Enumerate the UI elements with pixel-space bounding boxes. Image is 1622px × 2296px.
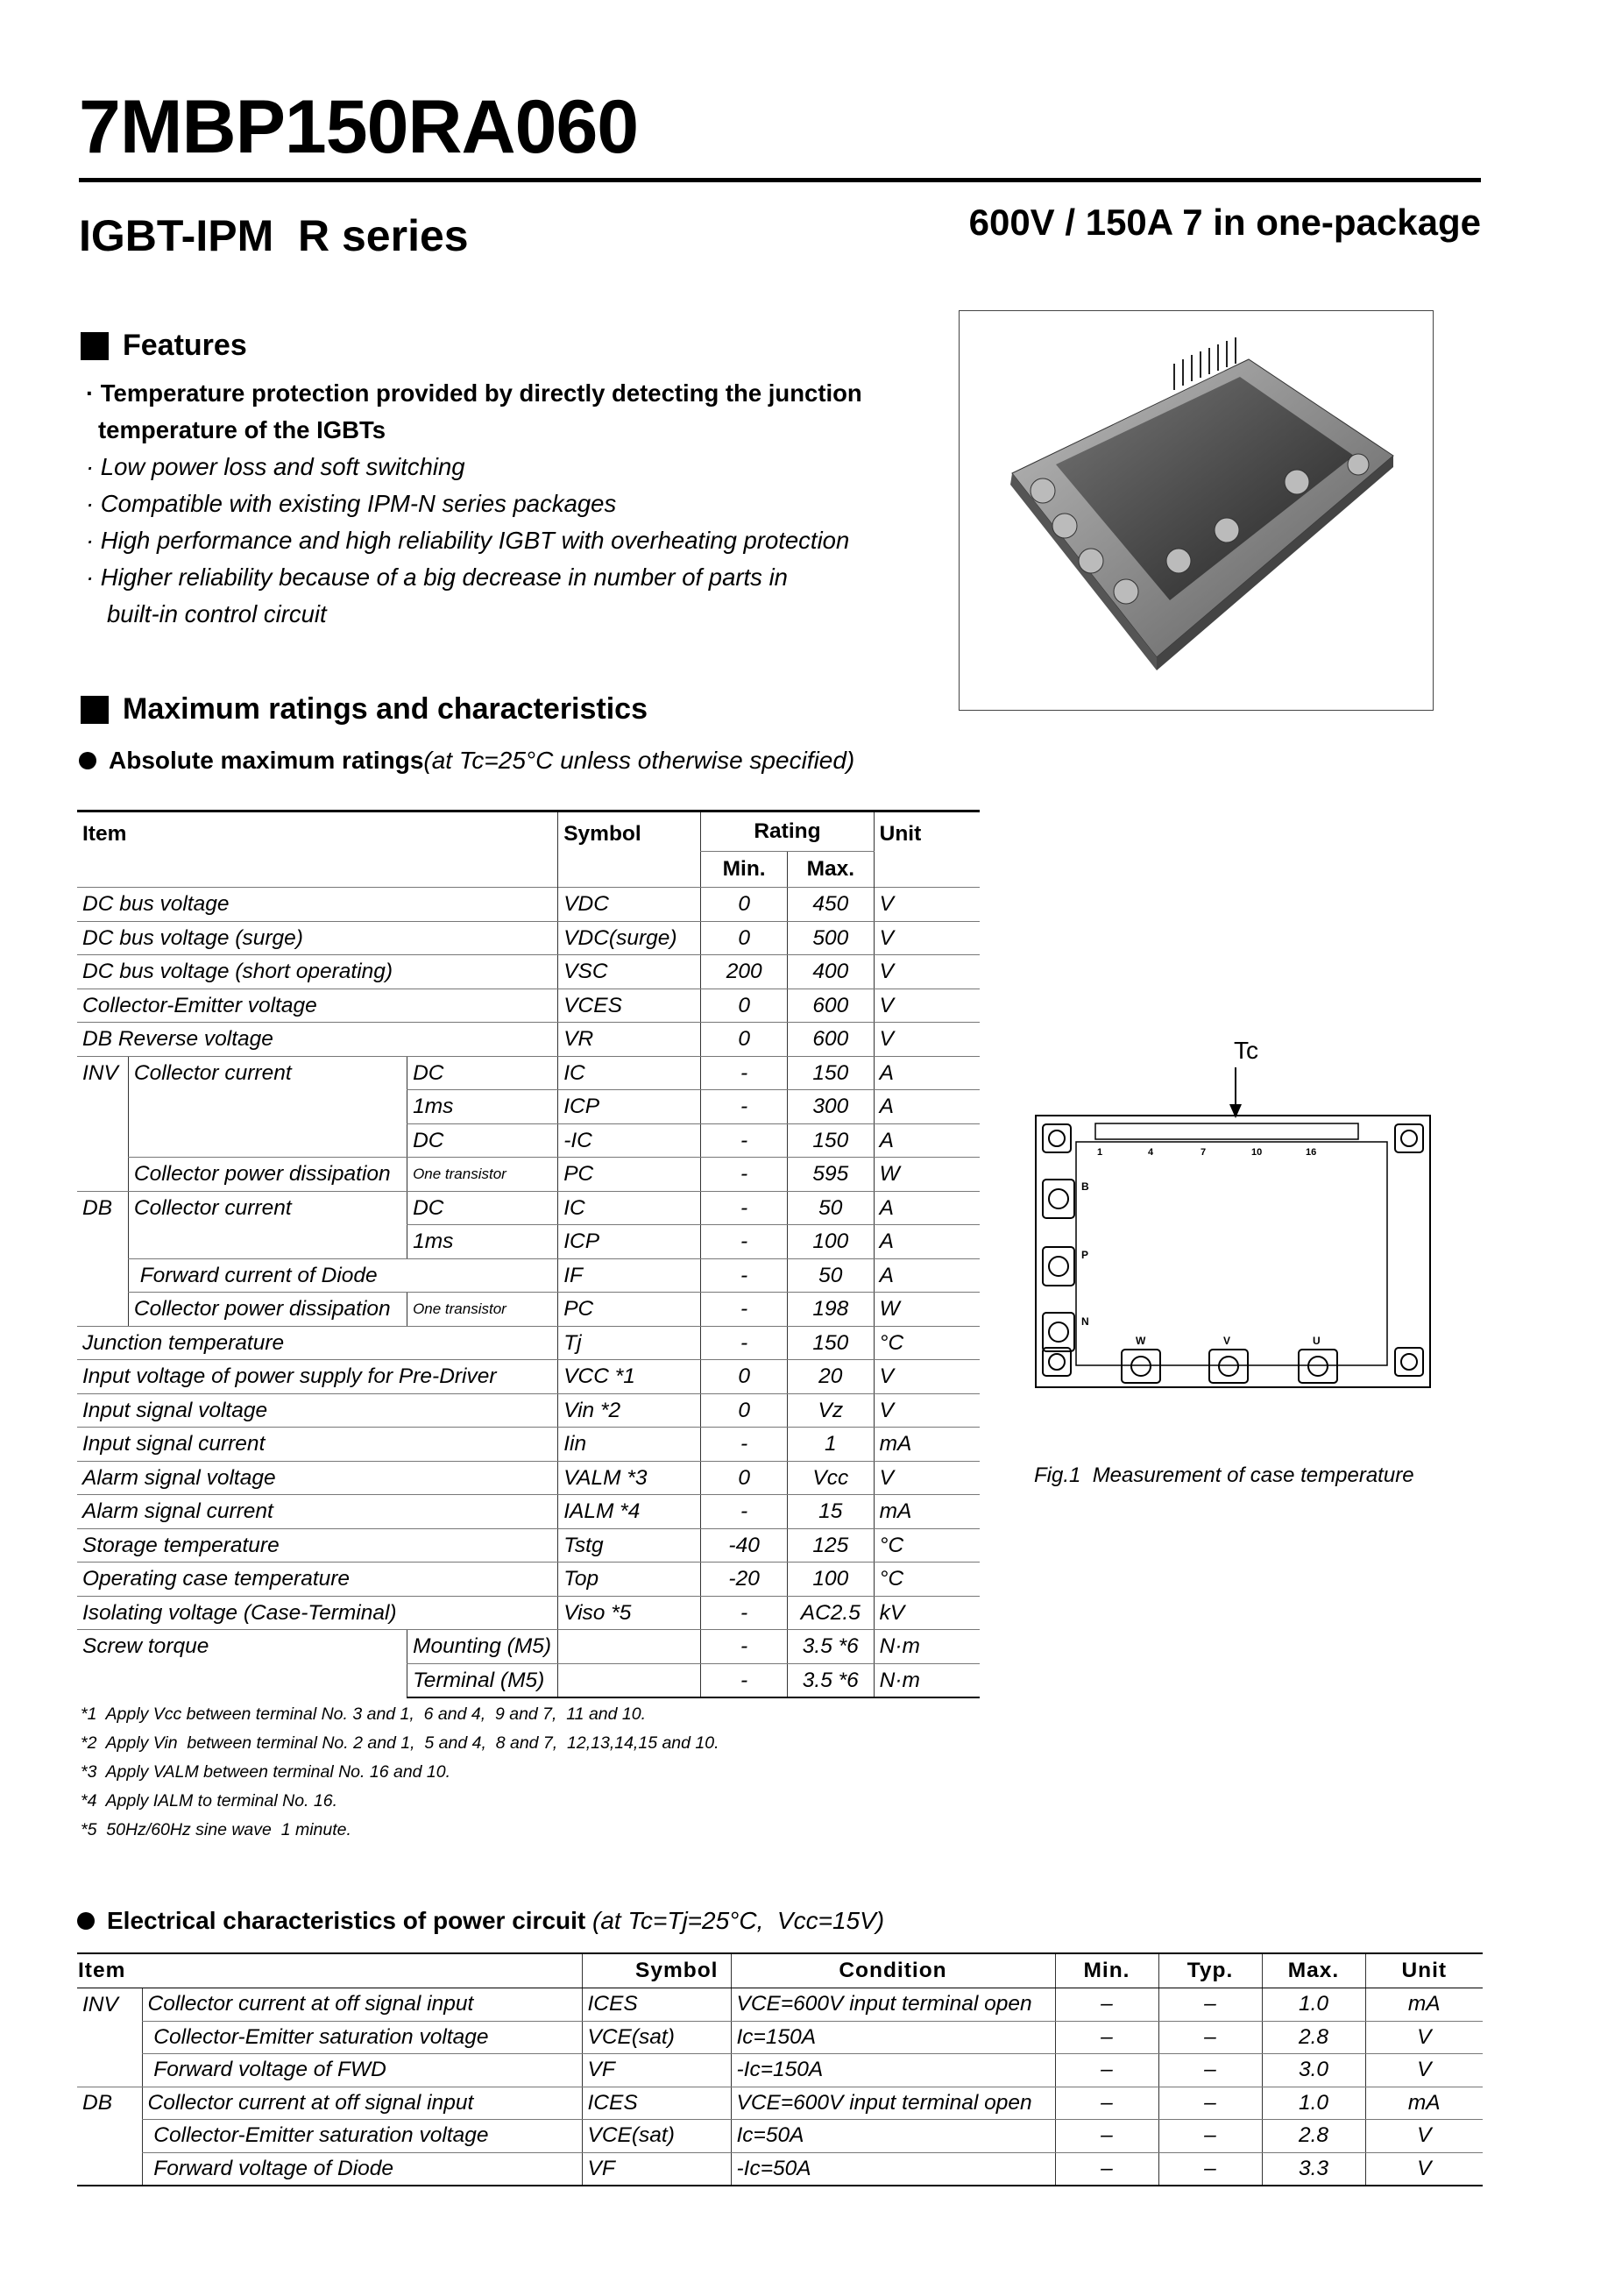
row-min: 0 — [701, 888, 788, 922]
table-row — [77, 1528, 980, 1563]
row-min: - — [701, 1293, 788, 1327]
row-max: Vcc — [787, 1461, 874, 1495]
row-min: 0 — [701, 1393, 788, 1428]
row-cond: DC — [407, 1191, 558, 1225]
row-item: Forward voltage of FWD — [142, 2054, 582, 2087]
table-row — [77, 1428, 980, 1462]
row-unit: mA — [1365, 2087, 1483, 2120]
row-max: AC2.5 — [787, 1596, 874, 1630]
row-group: INV — [82, 1992, 118, 2016]
row-group: INV — [82, 1060, 118, 1085]
features-list — [86, 375, 862, 633]
row-max: 150 — [787, 1056, 874, 1090]
table-row — [77, 1293, 980, 1327]
table-row — [77, 1393, 980, 1428]
row-min: 0 — [701, 1461, 788, 1495]
table-row — [77, 1158, 980, 1192]
row-max: 1 — [787, 1428, 874, 1462]
row-symbol: VR — [558, 1023, 701, 1057]
table-row — [77, 1988, 1483, 2022]
row-max: 2.8 — [1262, 2120, 1365, 2153]
row-symbol: Tj — [558, 1326, 701, 1360]
row-min: 0 — [701, 1360, 788, 1394]
row-symbol: VF — [582, 2054, 731, 2087]
table-row — [77, 1090, 980, 1124]
col-header-max: Max. — [787, 852, 874, 888]
terminal-label: U — [1313, 1335, 1321, 1347]
col-header-min: Min. — [701, 852, 788, 888]
table-row — [77, 1461, 980, 1495]
row-symbol: ICP — [558, 1090, 701, 1124]
row-max: 150 — [787, 1326, 874, 1360]
electrical-title: Electrical characteristics of power circuit — [107, 1907, 586, 1934]
case-temperature-figure — [1016, 1032, 1472, 1453]
row-unit: V — [1365, 2021, 1483, 2054]
row-min: - — [701, 1663, 788, 1697]
table-row — [77, 989, 980, 1023]
table-row — [77, 1360, 980, 1394]
row-item: Collector current — [128, 1056, 407, 1090]
feature-item: built-in control circuit — [107, 600, 327, 627]
row-unit: V — [874, 955, 980, 989]
row-item: DC bus voltage — [77, 888, 558, 922]
row-symbol: VALM *3 — [558, 1461, 701, 1495]
row-min: - — [701, 1326, 788, 1360]
feature-item: · Compatible with existing IPM-N series packages — [86, 490, 617, 517]
row-item: Collector current at off signal input — [142, 2087, 582, 2120]
feature-item: · Higher reliability because of a big decrease in number of parts in — [86, 563, 788, 591]
max-ratings-heading — [81, 692, 648, 726]
pin-number: 4 — [1148, 1147, 1154, 1158]
row-max: Vz — [787, 1393, 874, 1428]
row-unit: mA — [874, 1495, 980, 1529]
module-inner-outline — [1076, 1142, 1387, 1365]
pin-number: 1 — [1097, 1147, 1103, 1158]
table-row — [77, 2120, 1483, 2153]
row-min: 0 — [701, 989, 788, 1023]
row-unit: A — [874, 1090, 980, 1124]
row-unit: mA — [874, 1428, 980, 1462]
table-row — [77, 1056, 980, 1090]
pin-number: 16 — [1306, 1147, 1317, 1158]
table-row — [77, 2087, 1483, 2120]
col-header-unit: Unit — [1365, 1953, 1483, 1988]
table-row — [77, 921, 980, 955]
row-item: Collector power dissipation — [128, 1158, 407, 1192]
row-symbol: PC — [558, 1158, 701, 1192]
row-item: Isolating voltage (Case-Terminal) — [77, 1596, 558, 1630]
abs-max-subheading — [79, 747, 854, 775]
row-unit: A — [874, 1225, 980, 1259]
table-row — [77, 955, 980, 989]
row-max: 150 — [787, 1123, 874, 1158]
row-symbol: Vin *2 — [558, 1393, 701, 1428]
table-row — [77, 888, 980, 922]
row-symbol: VCE(sat) — [582, 2120, 731, 2153]
row-min: 0 — [701, 1023, 788, 1057]
pin-number: 10 — [1251, 1147, 1263, 1158]
row-min: 200 — [701, 955, 788, 989]
series-subtitle: IGBT-IPM R series — [79, 211, 469, 260]
row-symbol: IC — [558, 1191, 701, 1225]
row-symbol: VSC — [558, 955, 701, 989]
col-header-min: Min. — [1055, 1953, 1158, 1988]
row-cond: One transistor — [407, 1158, 558, 1192]
features-heading — [81, 329, 247, 363]
row-symbol: Top — [558, 1563, 701, 1597]
figure-caption: Fig.1 Measurement of case temperature — [1034, 1463, 1414, 1487]
footnote: *5 50Hz/60Hz sine wave 1 minute. — [81, 1820, 351, 1839]
col-header-item: Item — [77, 1953, 582, 1988]
row-min: -20 — [701, 1563, 788, 1597]
row-item: Collector-Emitter saturation voltage — [142, 2120, 582, 2153]
row-min: - — [701, 1090, 788, 1124]
row-item: Alarm signal voltage — [77, 1461, 558, 1495]
row-item: Input signal current — [77, 1428, 558, 1462]
left-terminals — [1043, 1180, 1074, 1351]
row-item: DC bus voltage (short operating) — [77, 955, 558, 989]
row-max: 300 — [787, 1090, 874, 1124]
row-typ: – — [1158, 2087, 1262, 2120]
feature-item: temperature of the IGBTs — [98, 416, 386, 443]
row-max: 20 — [787, 1360, 874, 1394]
row-unit: °C — [874, 1326, 980, 1360]
row-unit: V — [874, 1360, 980, 1394]
row-max: 198 — [787, 1293, 874, 1327]
electrical-subheading — [77, 1907, 884, 1935]
row-item: DB Reverse voltage — [77, 1023, 558, 1057]
feature-item: · High performance and high reliability IGBT with overheating protection — [86, 527, 850, 554]
row-unit: A — [874, 1258, 980, 1293]
row-unit: N·m — [874, 1663, 980, 1697]
row-item: Operating case temperature — [77, 1563, 558, 1597]
col-header-item: Item — [77, 811, 558, 888]
row-item: Input voltage of power supply for Pre-Driver — [77, 1360, 558, 1394]
row-max: 3.0 — [1262, 2054, 1365, 2087]
row-min: - — [701, 1123, 788, 1158]
row-cond: DC — [407, 1056, 558, 1090]
row-condition: -Ic=150A — [731, 2054, 1055, 2087]
square-bullet-icon — [81, 696, 109, 724]
col-header-rating: Rating — [701, 811, 874, 852]
row-min: - — [701, 1225, 788, 1259]
row-group: DB — [82, 2091, 113, 2115]
title-rule — [79, 178, 1481, 182]
table-row — [77, 1225, 980, 1259]
row-item: Forward voltage of Diode — [142, 2152, 582, 2186]
row-max: 125 — [787, 1528, 874, 1563]
product-photo — [959, 310, 1434, 711]
row-min: – — [1055, 2120, 1158, 2153]
row-min: - — [701, 1056, 788, 1090]
terminal-label: P — [1081, 1249, 1089, 1261]
terminal-label: B — [1081, 1180, 1089, 1193]
row-unit: °C — [874, 1563, 980, 1597]
row-typ: – — [1158, 1988, 1262, 2022]
row-max: 50 — [787, 1258, 874, 1293]
row-symbol — [558, 1663, 701, 1697]
row-unit: W — [874, 1158, 980, 1192]
row-condition: Ic=150A — [731, 2021, 1055, 2054]
row-unit: A — [874, 1191, 980, 1225]
row-cond: DC — [407, 1123, 558, 1158]
table-row — [77, 1495, 980, 1529]
module-photo-illustration — [960, 311, 1433, 710]
row-unit: W — [874, 1293, 980, 1327]
col-header-condition: Condition — [731, 1953, 1055, 1988]
circle-bullet-icon — [77, 1912, 95, 1930]
table-row — [77, 1191, 980, 1225]
row-min: – — [1055, 2054, 1158, 2087]
electrical-condition: (at Tc=Tj=25°C, Vcc=15V) — [592, 1907, 885, 1934]
row-max: 595 — [787, 1158, 874, 1192]
row-condition: -Ic=50A — [731, 2152, 1055, 2186]
row-symbol: PC — [558, 1293, 701, 1327]
row-max: 450 — [787, 888, 874, 922]
feature-item: · Low power loss and soft switching — [86, 453, 465, 480]
row-item: Forward current of Diode — [128, 1258, 557, 1293]
row-typ: – — [1158, 2120, 1262, 2153]
abs-max-title: Absolute maximum ratings — [109, 747, 424, 774]
row-unit: A — [874, 1056, 980, 1090]
row-item: Storage temperature — [77, 1528, 558, 1563]
module-outline — [1036, 1116, 1430, 1387]
abs-max-condition: (at Tc=25°C unless otherwise specified) — [423, 747, 855, 774]
row-typ: – — [1158, 2054, 1262, 2087]
col-header-max: Max. — [1262, 1953, 1365, 1988]
row-min: – — [1055, 2021, 1158, 2054]
row-unit: V — [874, 1461, 980, 1495]
row-min: - — [701, 1428, 788, 1462]
row-item: Collector-Emitter saturation voltage — [142, 2021, 582, 2054]
table-row — [77, 1630, 980, 1664]
table-row — [77, 1563, 980, 1597]
footnotes — [81, 1700, 719, 1845]
row-unit: °C — [874, 1528, 980, 1563]
electrical-characteristics-table — [77, 1952, 1483, 2186]
footnote: *3 Apply VALM between terminal No. 16 and 10. — [81, 1762, 451, 1782]
row-max: 3.5 *6 — [787, 1663, 874, 1697]
row-cond: Mounting (M5) — [407, 1630, 558, 1664]
row-symbol: IALM *4 — [558, 1495, 701, 1529]
square-bullet-icon — [81, 332, 109, 360]
row-symbol: VCC *1 — [558, 1360, 701, 1394]
row-symbol: IC — [558, 1056, 701, 1090]
footnote: *1 Apply Vcc between terminal No. 3 and 1, 6 and 4, 9 and 7, 11 and 10. — [81, 1704, 647, 1724]
table-row — [77, 2152, 1483, 2186]
col-header-symbol: Symbol — [558, 811, 701, 888]
row-max: 600 — [787, 1023, 874, 1057]
row-symbol: Iin — [558, 1428, 701, 1462]
row-max: 50 — [787, 1191, 874, 1225]
row-min: - — [701, 1258, 788, 1293]
row-item: Input signal voltage — [77, 1393, 558, 1428]
row-min: – — [1055, 1988, 1158, 2022]
feature-item: · Temperature protection provided by directly detecting the junction — [86, 379, 862, 407]
table-row — [77, 1663, 980, 1697]
row-max: 500 — [787, 921, 874, 955]
row-symbol: -IC — [558, 1123, 701, 1158]
table-row — [77, 1326, 980, 1360]
terminal-label: V — [1223, 1335, 1231, 1347]
row-unit: V — [1365, 2120, 1483, 2153]
row-symbol — [558, 1630, 701, 1664]
part-number-title: 7MBP150RA060 — [79, 85, 639, 169]
table-row — [77, 2021, 1483, 2054]
col-header-unit: Unit — [874, 811, 980, 888]
row-symbol: VDC — [558, 888, 701, 922]
terminal-label: N — [1081, 1315, 1089, 1328]
row-unit: kV — [874, 1596, 980, 1630]
row-typ: – — [1158, 2152, 1262, 2186]
tc-label: Tc — [1234, 1037, 1258, 1064]
row-item: Collector current — [128, 1191, 407, 1225]
row-symbol: VDC(surge) — [558, 921, 701, 955]
row-min: - — [701, 1630, 788, 1664]
row-min: – — [1055, 2087, 1158, 2120]
row-condition: VCE=600V input terminal open — [731, 2087, 1055, 2120]
row-symbol: Viso *5 — [558, 1596, 701, 1630]
row-min: -40 — [701, 1528, 788, 1563]
row-max: 3.5 *6 — [787, 1630, 874, 1664]
pin-number: 7 — [1201, 1147, 1207, 1158]
row-item: Junction temperature — [77, 1326, 558, 1360]
row-item: Alarm signal current — [77, 1495, 558, 1529]
row-cond: 1ms — [407, 1225, 558, 1259]
row-item: DC bus voltage (surge) — [77, 921, 558, 955]
footnote: *4 Apply IALM to terminal No. 16. — [81, 1791, 337, 1811]
footnote: *2 Apply Vin between terminal No. 2 and 1, 5 and 4, 8 and 7, 12,13,14,15 and 10. — [81, 1733, 719, 1753]
row-unit: V — [874, 1393, 980, 1428]
row-max: 600 — [787, 989, 874, 1023]
row-symbol: ICES — [582, 2087, 731, 2120]
row-min: 0 — [701, 921, 788, 955]
row-group: DB — [82, 1195, 113, 1220]
row-item: Collector current at off signal input — [142, 1988, 582, 2022]
row-symbol: VCES — [558, 989, 701, 1023]
row-unit: V — [874, 888, 980, 922]
row-unit: A — [874, 1123, 980, 1158]
row-max: 100 — [787, 1563, 874, 1597]
terminal-label: W — [1136, 1335, 1146, 1347]
row-unit: mA — [1365, 1988, 1483, 2022]
col-header-typ: Typ. — [1158, 1953, 1262, 1988]
row-condition: Ic=50A — [731, 2120, 1055, 2153]
row-symbol: IF — [558, 1258, 701, 1293]
row-max: 400 — [787, 955, 874, 989]
row-unit: V — [1365, 2054, 1483, 2087]
max-ratings-heading-text: Maximum ratings and characteristics — [123, 692, 648, 726]
row-symbol: ICP — [558, 1225, 701, 1259]
row-symbol: Tstg — [558, 1528, 701, 1563]
row-cond: 1ms — [407, 1090, 558, 1124]
table-row — [77, 1123, 980, 1158]
table-row — [77, 1258, 980, 1293]
row-condition: VCE=600V input terminal open — [731, 1988, 1055, 2022]
row-max: 100 — [787, 1225, 874, 1259]
row-cond: One transistor — [407, 1293, 558, 1327]
row-unit: V — [874, 1023, 980, 1057]
row-min: - — [701, 1191, 788, 1225]
row-min: - — [701, 1158, 788, 1192]
row-unit: V — [874, 921, 980, 955]
row-max: 2.8 — [1262, 2021, 1365, 2054]
table-row — [77, 2054, 1483, 2087]
table-row — [77, 1596, 980, 1630]
row-item: Collector-Emitter voltage — [77, 989, 558, 1023]
row-cond: Terminal (M5) — [407, 1663, 558, 1697]
row-symbol: VCE(sat) — [582, 2021, 731, 2054]
row-max: 1.0 — [1262, 2087, 1365, 2120]
control-pin-strip — [1095, 1123, 1358, 1139]
row-max: 1.0 — [1262, 1988, 1365, 2022]
row-min: - — [701, 1495, 788, 1529]
row-max: 15 — [787, 1495, 874, 1529]
col-header-symbol: Symbol — [582, 1953, 731, 1988]
row-item: Collector power dissipation — [128, 1293, 407, 1327]
circle-bullet-icon — [79, 752, 96, 769]
row-min: - — [701, 1596, 788, 1630]
row-unit: V — [1365, 2152, 1483, 2186]
table-row — [77, 1023, 980, 1057]
bottom-terminals — [1122, 1350, 1337, 1383]
row-unit: V — [874, 989, 980, 1023]
row-min: – — [1055, 2152, 1158, 2186]
row-typ: – — [1158, 2021, 1262, 2054]
table-header-row — [77, 1953, 1483, 1988]
rating-summary: 600V / 150A 7 in one-package — [968, 202, 1481, 243]
row-symbol: VF — [582, 2152, 731, 2186]
mounting-holes — [1043, 1124, 1423, 1376]
abs-max-ratings-table — [77, 810, 980, 1698]
row-max: 3.3 — [1262, 2152, 1365, 2186]
features-heading-text: Features — [123, 329, 247, 362]
row-symbol: ICES — [582, 1988, 731, 2022]
row-unit: N·m — [874, 1630, 980, 1664]
row-item: Screw torque — [82, 1634, 209, 1659]
